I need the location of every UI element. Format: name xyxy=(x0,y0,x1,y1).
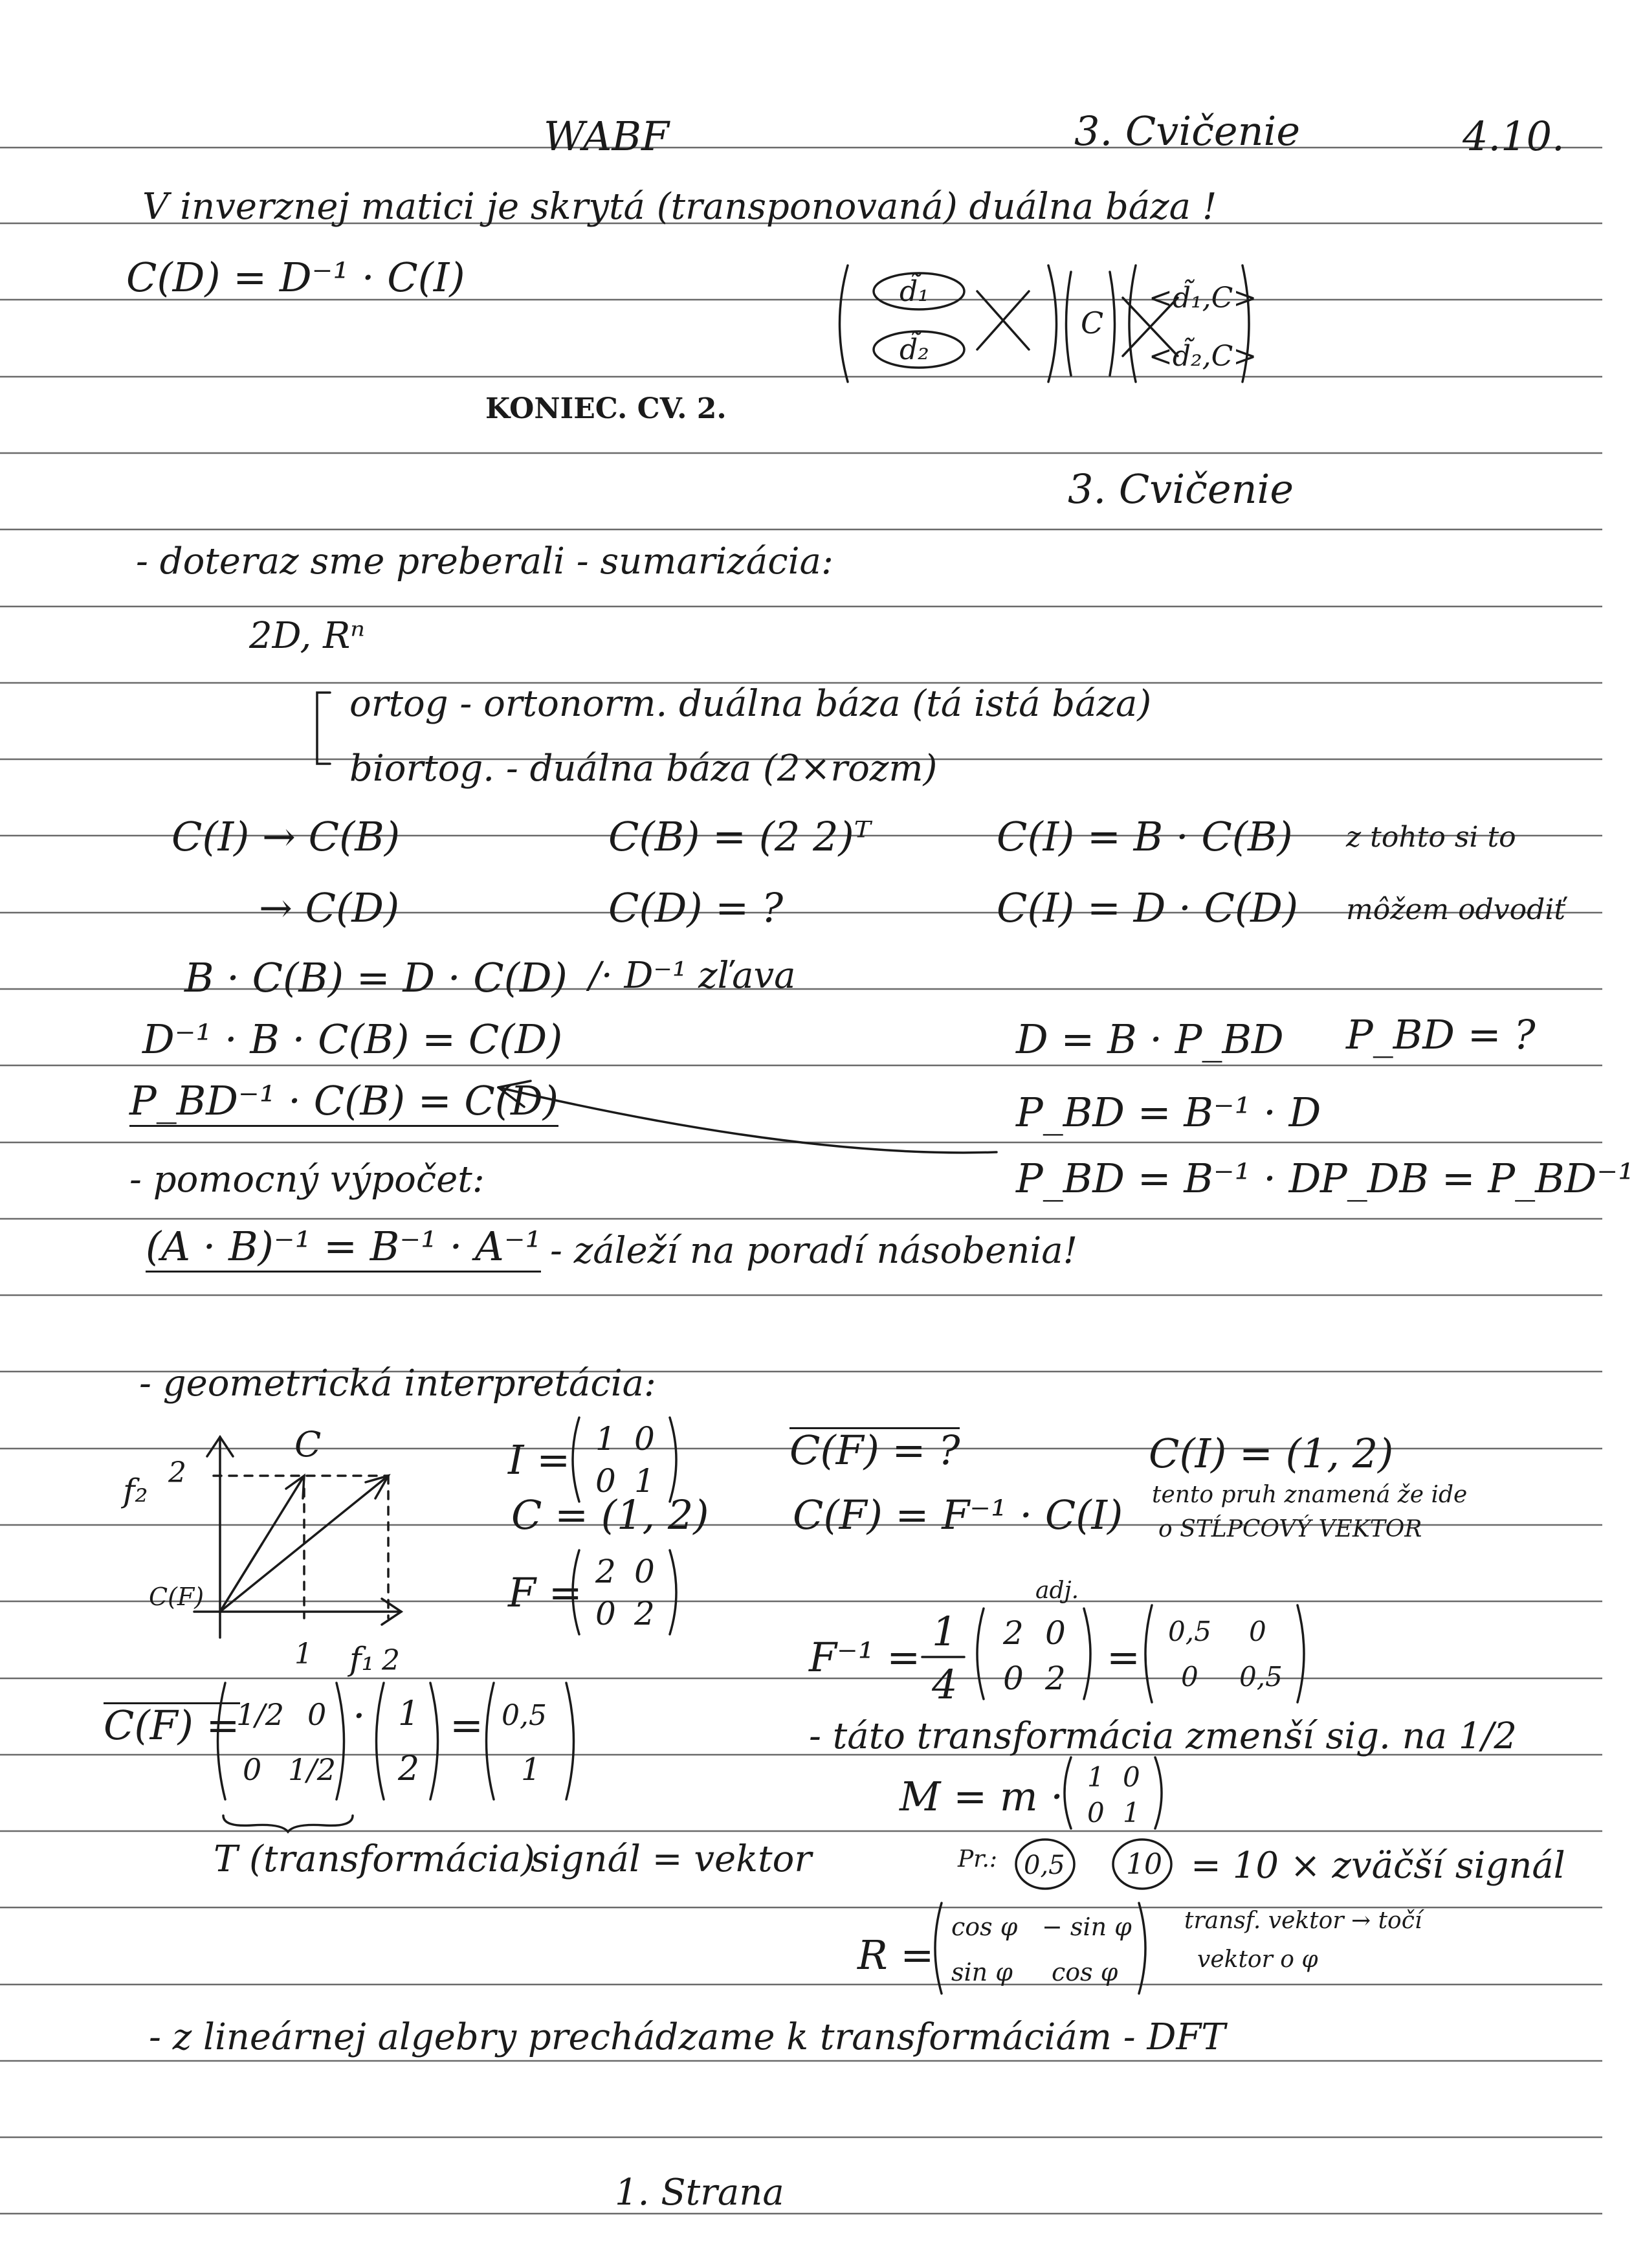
course-title: WABF xyxy=(544,113,669,160)
m-matrix xyxy=(1061,1751,1165,1835)
graph-y-axis: f₂ xyxy=(123,1472,148,1509)
exercise-title: 3. Cvičenie xyxy=(1074,107,1301,155)
cf-question: C(F) = ? xyxy=(789,1427,960,1474)
r-m12: − sin φ xyxy=(1042,1913,1132,1941)
dual-basis-sketch xyxy=(828,252,1281,395)
deriv-l5b: P_BD = B⁻¹ · D xyxy=(1016,1089,1321,1136)
adj-m22: 2 xyxy=(1045,1660,1066,1697)
deriv-l2b: C(D) = ? xyxy=(608,884,784,931)
finv-lhs: F⁻¹ = xyxy=(809,1634,921,1681)
summary-heading: - doteraz sme preberali - sumarizácia: xyxy=(136,540,834,583)
deriv-l3b: /· D⁻¹ zľava xyxy=(589,955,796,997)
example-circles xyxy=(1010,1835,1184,1893)
i-m12: 0 xyxy=(634,1420,655,1458)
f-def: F = xyxy=(508,1569,582,1616)
f-m22: 2 xyxy=(634,1595,655,1632)
column-note-2: o STĹPCOVÝ VEKTOR xyxy=(1158,1516,1422,1542)
rotation-note-1: transf. vektor → točí xyxy=(1184,1907,1422,1934)
sketch-vec: C xyxy=(1081,306,1104,340)
vector-cf xyxy=(220,1544,262,1612)
example-prefix: Pr.: xyxy=(958,1846,998,1873)
geometry-heading: - geometrická interpretácia: xyxy=(139,1362,656,1405)
cd-formula: C(D) = D⁻¹ · C(I) xyxy=(126,254,465,301)
t-m22: 1/2 xyxy=(288,1752,337,1787)
column-note-1: tento pruh znamená že ide xyxy=(1152,1482,1468,1508)
finv-m21: 0 xyxy=(1181,1661,1198,1693)
finv-m12: 0 xyxy=(1249,1616,1266,1647)
vec-out-2: 1 xyxy=(521,1751,541,1788)
deriv-l6c: P_DB = P_BD⁻¹ xyxy=(1320,1155,1634,1202)
vector-graph xyxy=(116,1418,453,1689)
calc-lhs: C(F) = xyxy=(104,1702,240,1749)
i-m22: 1 xyxy=(634,1462,655,1500)
i-m21: 0 xyxy=(595,1462,616,1500)
closing-line: - z lineárnej algebry prechádzame k transformáciám - DFT xyxy=(149,2016,1226,2058)
cf-equation: C(F) = F⁻¹ · C(I) xyxy=(793,1491,1123,1539)
deriv-l4c: P_BD = ? xyxy=(1346,1011,1536,1058)
finv-m22: 0,5 xyxy=(1239,1661,1283,1693)
m-m22: 1 xyxy=(1123,1797,1140,1829)
finv-matrix xyxy=(1142,1599,1310,1709)
deriv-l2c: C(I) = D · C(D) xyxy=(997,884,1299,931)
sketch-res2: <d̃₂,C> xyxy=(1149,340,1257,373)
vec-out xyxy=(482,1676,579,1806)
deriv-l6a: - pomocný výpočet: xyxy=(129,1159,485,1201)
t-m21: 0 xyxy=(243,1752,262,1787)
graph-tick-x1: 1 xyxy=(294,1638,313,1671)
deriv-l7a: (A · B)⁻¹ = B⁻¹ · A⁻¹ xyxy=(146,1227,541,1273)
i-def: I = xyxy=(508,1436,571,1484)
deriv-l2a: → C(D) xyxy=(259,884,400,931)
branch-ortog: ortog - ortonorm. duálna báza (tá istá báza) xyxy=(349,683,1152,725)
sketch-res1: <d̃₁,C> xyxy=(1149,282,1257,315)
sketch-row1: d̃₁ xyxy=(900,275,929,308)
calc-eq: = xyxy=(450,1702,483,1749)
branch-bracket xyxy=(304,686,356,770)
t-label: T (transformácia) xyxy=(214,1838,535,1880)
finv-m11: 0,5 xyxy=(1168,1616,1211,1647)
adj-m21: 0 xyxy=(1003,1660,1024,1697)
c-def: C = (1, 2) xyxy=(511,1491,709,1539)
frac-den: 4 xyxy=(932,1661,958,1708)
r-m11: cos φ xyxy=(951,1913,1018,1941)
frac-bar xyxy=(919,1654,971,1660)
dual-basis-note: V inverznej matici je skrytá (transponovaná) duálna báza ! xyxy=(142,186,1217,228)
space-label: 2D, Rⁿ xyxy=(249,615,365,657)
calc-dot: · xyxy=(353,1692,366,1739)
example-b: 10 xyxy=(1126,1848,1162,1881)
graph-tick-y2: 2 xyxy=(168,1456,186,1489)
example-a: 0,5 xyxy=(1024,1851,1065,1880)
adj-m12: 0 xyxy=(1045,1614,1066,1652)
ci-value: C(I) = (1, 2) xyxy=(1149,1430,1394,1477)
graph-cf-label: C(F) xyxy=(149,1583,204,1611)
i-m11: 1 xyxy=(595,1420,616,1458)
graph-x-axis: f₁ xyxy=(349,1640,375,1678)
sketch-row2: d̃₂ xyxy=(900,333,929,366)
deriv-l4b: D = B · P_BD xyxy=(1016,1016,1284,1063)
f-m21: 0 xyxy=(595,1595,616,1632)
arrow-back xyxy=(479,1062,1010,1165)
deriv-l6b: P_BD = B⁻¹ · D xyxy=(1016,1155,1321,1202)
rotation-note-2: vektor o φ xyxy=(1197,1946,1318,1973)
m-m21: 0 xyxy=(1087,1797,1105,1829)
adj-matrix xyxy=(974,1602,1097,1706)
vec-in xyxy=(372,1676,443,1806)
deriv-l1a: C(I) → C(B) xyxy=(171,813,401,860)
deriv-l1c: C(I) = B · C(B) xyxy=(997,813,1293,860)
f-m12: 0 xyxy=(634,1553,655,1590)
t-m11: 1/2 xyxy=(236,1697,285,1732)
date: 4.10. xyxy=(1463,113,1565,160)
f-matrix xyxy=(569,1544,679,1641)
m-eq: M = m · xyxy=(900,1773,1064,1820)
vec-in-2: 2 xyxy=(398,1750,420,1788)
m-m12: 0 xyxy=(1123,1761,1140,1793)
vec-in-1: 1 xyxy=(398,1695,420,1733)
page-footer: 1. Strana xyxy=(615,2172,784,2214)
graph-c-label: C xyxy=(294,1424,322,1465)
shrink-note: - táto transformácia zmenší sig. na 1/2 xyxy=(809,1715,1517,1757)
t-matrix xyxy=(214,1676,349,1806)
vec-out-1: 0,5 xyxy=(502,1699,547,1732)
r-m21: sin φ xyxy=(951,1958,1013,1986)
f-m11: 2 xyxy=(595,1553,616,1590)
deriv-l1d: z tohto si to xyxy=(1346,821,1516,854)
deriv-l4a: D⁻¹ · B · C(B) = C(D) xyxy=(142,1016,563,1063)
graph-tick-x2: 2 xyxy=(382,1644,400,1677)
deriv-l7b: - záleží na poradí násobenia! xyxy=(550,1230,1078,1272)
branch-biortog: biortog. - duálna báza (2×rozm) xyxy=(349,748,938,790)
m-m11: 1 xyxy=(1087,1761,1105,1793)
end-label: KONIEC. CV. 2. xyxy=(485,392,727,425)
signal-label: signál = vektor xyxy=(531,1838,812,1880)
r-m22: cos φ xyxy=(1052,1958,1118,1986)
deriv-l2d: môžem odvodiť xyxy=(1346,893,1566,926)
deriv-l1b: C(B) = (2 2)ᵀ xyxy=(608,813,871,860)
r-eq: R = xyxy=(857,1931,934,1979)
example-result: = 10 × zväčší signál xyxy=(1191,1845,1565,1887)
finv-eq-sign: = xyxy=(1107,1634,1140,1681)
r-matrix xyxy=(932,1896,1152,2000)
section-title: 3. Cvičenie xyxy=(1068,465,1294,513)
t-m12: 0 xyxy=(307,1697,327,1732)
deriv-l5a: P_BD⁻¹ · C(B) = C(D) xyxy=(129,1081,558,1127)
frac-num: 1 xyxy=(932,1608,958,1655)
t-brace xyxy=(217,1809,359,1835)
adj-label: adj. xyxy=(1035,1577,1079,1604)
adj-m11: 2 xyxy=(1003,1614,1024,1652)
deriv-l3a: B · C(B) = D · C(D) xyxy=(184,954,568,1001)
